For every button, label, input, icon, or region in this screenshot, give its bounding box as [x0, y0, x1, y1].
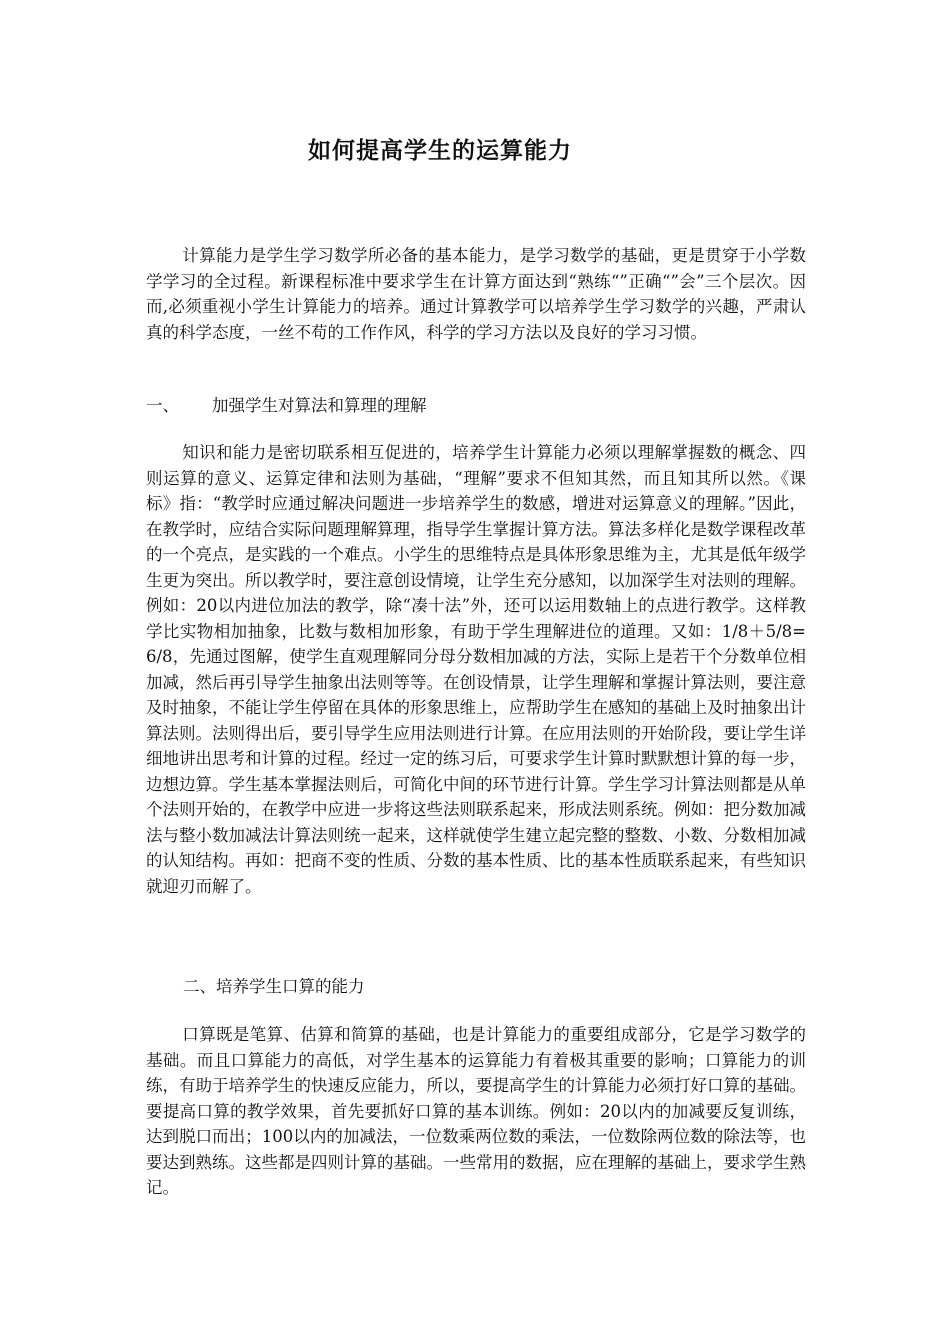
section-1-number: 一、	[146, 396, 179, 415]
section-2-heading: 二、培养学生口算的能力	[183, 977, 365, 996]
section-1-heading-text: 加强学生对算法和算理的理解	[212, 396, 427, 415]
intro-paragraph: 计算能力是学生学习数学所必备的基本能力，是学习数学的基础，更是贯穿于小学数学学习的全过程。新课程标准中要求学生在计算方面达到“熟练“”正确“”会”三个层次。因而,必须重视小学生计算能力的培养。通过计算教学可以培养学生学习数学的兴趣，严肃认真的科学态度，一丝不苟的工作作风，科学的学习方法以及良好的学习习惯。	[146, 246, 806, 342]
document-title: 如何提高学生的运算能力	[308, 138, 572, 164]
section-1-paragraph: 知识和能力是密切联系相互促进的，培养学生计算能力必须以理解掌握数的概念、四则运算的意义、运算定律和法则为基础，“理解”要求不但知其然，而且知其所以然。《课标》指：“教学时应通过解决问题进一步培养学生的数感，增进对运算意义的理解。”因此，在教学时，应结合实际问题理解算理，指导学生掌握计算方法。算法多样化是数学课程改革的一个亮点，是实践的一个难点。小学生的思维特点是具体形象思维为主，尤其是低年级学生更为突出。所以教学时，要注意创设情境，让学生充分感知，以加深学生对法则的理解。例如：20以内进位加法的教学，除“凑十法”外，还可以运用数轴上的点进行教学。这样教学比实物相加抽象，比数与数相加形象，有助于学生理解进位的道理。又如：1/8＋5/8=6/8，先通过图解，使学生直观理解同分母分数相加减的方法，实际上是若干个分数单位相加减，然后再引导学生抽象出法则等等。在创设情景，让学生理解和掌握计算法则，要注意及时抽象，不能让学生停留在具体的形象思维上，应帮助学生在感知的基础上及时抽象出计算法则。法则得出后，要引导学生应用法则进行计算。在应用法则的开始阶段，要让学生详细地讲出思考和计算的过程。经过一定的练习后，可要求学生计算时默默想计算的每一步，边想边算。学生基本掌握法则后，可简化中间的环节进行计算。学生学习计算法则都是从单个法则开始的，在教学中应进一步将这些法则联系起来，形成法则系统。例如：把分数加减法与整小数加减法计算法则统一起来，这样就使学生建立起完整的整数、小数、分数相加减的认知结构。再如：把商不变的性质、分数的基本性质、比的基本性质联系起来，有些知识就迎刃而解了。	[146, 443, 806, 896]
section-2-paragraph: 口算既是笔算、估算和简算的基础，也是计算能力的重要组成部分，它是学习数学的基础。而且口算能力的高低，对学生基本的运算能力有着极其重要的影响；口算能力的训练，有助于培养学生的快速反应能力，所以，要提高学生的计算能力必须打好口算的基础。要提高口算的教学效果，首先要抓好口算的基本训练。例如：20以内的加减要反复训练，达到脱口而出；100以内的加减法，一位数乘两位数的乘法，一位数除两位数的除法等，也要达到熟练。这些都是四则计算的基础。一些常用的数据，应在理解的基础上，要求学生熟记。	[146, 1025, 806, 1197]
section-1-heading	[146, 393, 806, 419]
